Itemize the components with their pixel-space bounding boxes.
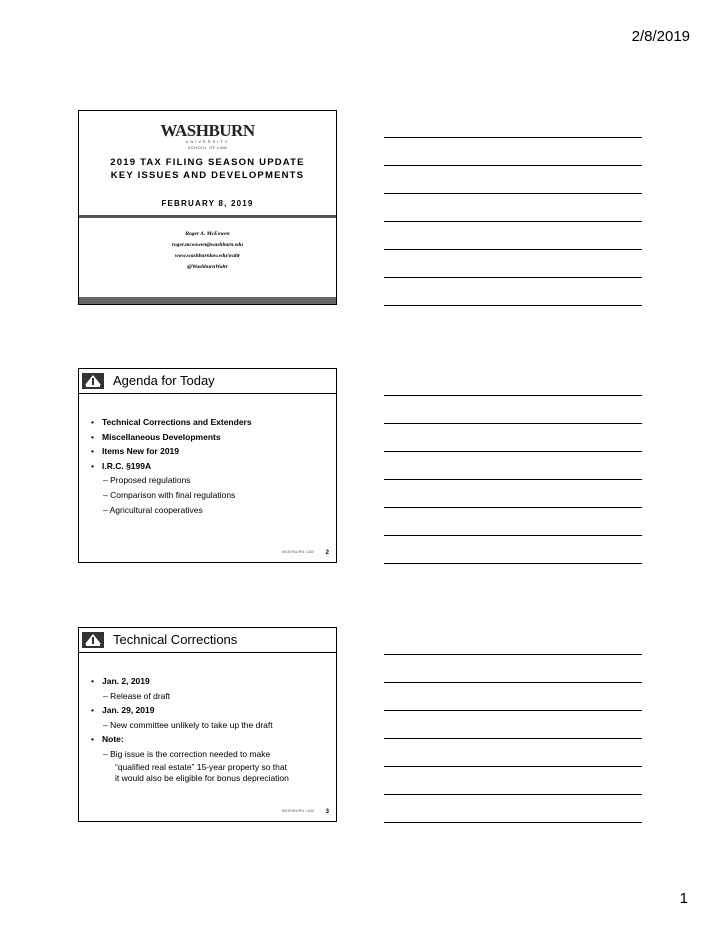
list-subitem-continued: it would also be eligible for bonus depreciation — [115, 772, 289, 783]
notes-line — [384, 710, 642, 711]
bullet-list — [91, 674, 328, 784]
notes-line — [384, 451, 642, 452]
notes-line — [384, 822, 642, 823]
print-date: 2/8/2019 — [631, 28, 690, 45]
notes-line — [384, 766, 642, 767]
notes-line — [384, 479, 642, 480]
notes-line — [384, 794, 642, 795]
page-number: 1 — [679, 890, 688, 907]
washburn-logo: WASHBURN UNIVERSITY SCHOOL OF LAW — [160, 121, 255, 150]
notes-line — [384, 193, 642, 194]
slide-footer-bar — [79, 297, 336, 304]
list-subitem-continued: “qualified real estate” 15-year property so that — [115, 761, 287, 772]
list-subitem: – Big issue is the correction needed to make — [91, 747, 328, 762]
list-item: • Miscellaneous Developments — [91, 430, 328, 445]
list-subitem: – Agricultural cooperatives — [91, 503, 328, 518]
list-subitem: – Proposed regulations — [91, 473, 328, 488]
notes-line — [384, 249, 642, 250]
notes-line — [384, 654, 642, 655]
slide-header — [79, 369, 336, 394]
list-subitem: – Release of draft — [91, 689, 328, 704]
washburn-emblem-icon — [82, 373, 104, 389]
author-name: Roger A. McEowen — [185, 231, 230, 237]
notes-line — [384, 563, 642, 564]
slide-number: 3 — [325, 809, 329, 815]
contact-block — [79, 229, 336, 273]
author-twitter: @WashburnWaltr — [187, 264, 228, 270]
washburn-emblem-icon — [82, 632, 104, 648]
author-website: www.washburnlaw.edu/waltr — [174, 253, 241, 259]
slide-header — [79, 628, 336, 653]
list-item: • Jan. 29, 2019 — [91, 703, 328, 718]
notes-line — [384, 682, 642, 683]
slide-footer-text: WASHBURN LAW — [281, 809, 314, 813]
list-item: • I.R.C. §199A — [91, 459, 328, 474]
slide-agenda — [78, 368, 337, 563]
notes-line — [384, 535, 642, 536]
notes-line — [384, 277, 642, 278]
slide-technical-corrections — [78, 627, 337, 822]
list-subitem: – New committee unlikely to take up the draft — [91, 718, 328, 733]
slide-footer-text: WASHBURN LAW — [281, 550, 314, 554]
divider — [79, 215, 336, 218]
slide-title-date: FEBRUARY 8, 2019 — [161, 199, 254, 208]
notes-line — [384, 165, 642, 166]
notes-line — [384, 395, 642, 396]
notes-line — [384, 137, 642, 138]
bullet-list — [91, 415, 328, 517]
list-item: • Technical Corrections and Extenders — [91, 415, 328, 430]
notes-line — [384, 221, 642, 222]
author-email: roger.mceowen@washburn.edu — [171, 242, 244, 248]
slide-heading: Agenda for Today — [113, 373, 215, 388]
notes-line — [384, 423, 642, 424]
slide-title-heading: 2019 TAX FILING SEASON UPDATE KEY ISSUES AND DEVELOPMENTS — [110, 157, 305, 181]
notes-line — [384, 507, 642, 508]
slide-number: 2 — [325, 550, 329, 556]
list-item: • Items New for 2019 — [91, 444, 328, 459]
slide-heading: Technical Corrections — [113, 632, 238, 647]
notes-line — [384, 305, 642, 306]
slide-title — [78, 110, 337, 305]
list-item: • Jan. 2, 2019 — [91, 674, 328, 689]
list-subitem: – Comparison with final regulations — [91, 488, 328, 503]
list-item: • Note: — [91, 732, 328, 747]
notes-line — [384, 738, 642, 739]
